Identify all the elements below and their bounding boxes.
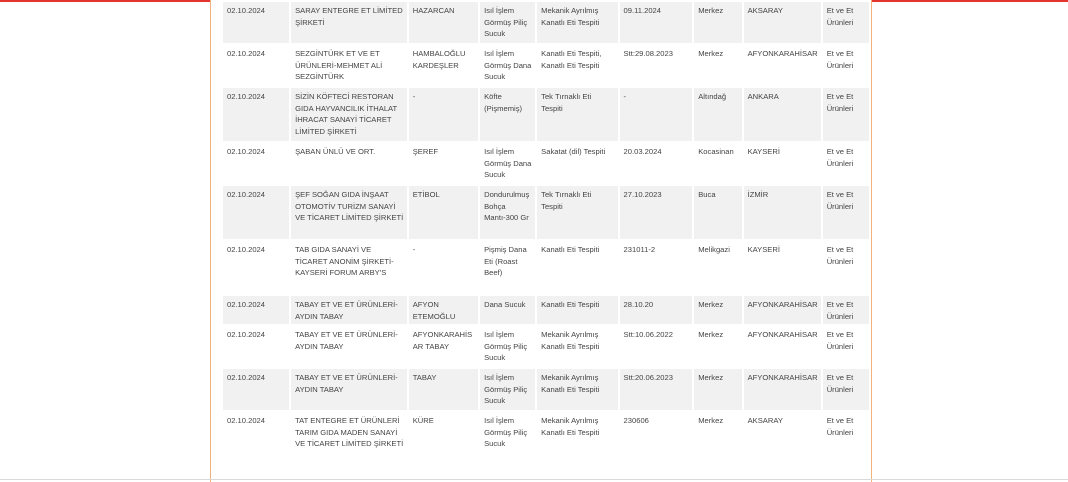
table-row	[223, 2, 869, 43]
cell-issue: Tek Tırnaklı Eti Tespiti	[537, 186, 617, 239]
cell-firm: TABAY ET VE ET ÜRÜNLERİ-AYDIN TABAY	[291, 296, 407, 324]
cell-firm: SEZGİNTÜRK ET VE ET ÜRÜNLERİ-MEHMET ALİ SEZGİNTÜRK	[291, 45, 407, 86]
cell-batch: 230606	[620, 412, 693, 465]
cell-date: 02.10.2024	[223, 2, 289, 43]
cell-category: Et ve Et Ürünleri	[823, 143, 869, 184]
cell-batch: 09.11.2024	[620, 2, 693, 43]
cell-product: Pişmiş Dana Eti (Roast Beef)	[480, 241, 535, 294]
table-row	[223, 326, 869, 367]
cell-firm: SİZİN KÖFTECİ RESTORAN GIDA HAYVANCILIK İTHALAT İHRACAT SANAYİ TİCARET LİMİTED ŞİRKETİ	[291, 88, 407, 141]
cell-date: 02.10.2024	[223, 369, 289, 410]
cell-district: Merkez	[694, 45, 741, 86]
cell-product: Isıl İşlem Görmüş Piliç Sucuk	[480, 412, 535, 465]
cell-category: Et ve Et Ürünleri	[823, 88, 869, 141]
cell-firm: TABAY ET VE ET ÜRÜNLERİ-AYDIN TABAY	[291, 369, 407, 410]
cell-city: KAYSERİ	[744, 143, 821, 184]
cell-city: AKSARAY	[744, 2, 821, 43]
cell-date: 02.10.2024	[223, 241, 289, 294]
cell-batch: 28.10.20	[620, 296, 693, 324]
cell-brand: KÜRE	[409, 412, 478, 465]
cell-district: Melikgazi	[694, 241, 741, 294]
cell-product: Isıl İşlem Görmüş Piliç Sucuk	[480, 369, 535, 410]
cell-brand: AFYONKARAHİSAR TABAY	[409, 326, 478, 367]
cell-district: Merkez	[694, 296, 741, 324]
cell-batch: 27.10.2023	[620, 186, 693, 239]
cell-brand: ETİBOL	[409, 186, 478, 239]
cell-brand: HAZARCAN	[409, 2, 478, 43]
cell-batch: -	[620, 88, 693, 141]
cell-firm: SARAY ENTEGRE ET LİMİTED ŞİRKETİ	[291, 2, 407, 43]
cell-batch: Stt:29.08.2023	[620, 45, 693, 86]
cell-batch: 20.03.2024	[620, 143, 693, 184]
cell-city: AFYONKARAHİSAR	[744, 296, 821, 324]
cell-issue: Mekanik Ayrılmış Kanatlı Eti Tespiti	[537, 369, 617, 410]
cell-category: Et ve Et Ürünleri	[823, 369, 869, 410]
cell-product: Dondurulmuş Bohça Mantı-300 Gr	[480, 186, 535, 239]
content-panel	[210, 0, 872, 482]
cell-product: Isıl İşlem Görmüş Piliç Sucuk	[480, 2, 535, 43]
cell-date: 02.10.2024	[223, 45, 289, 86]
table-row	[223, 241, 869, 294]
cell-brand: TABAY	[409, 369, 478, 410]
cell-brand: HAMBALOĞLU KARDEŞLER	[409, 45, 478, 86]
cell-date: 02.10.2024	[223, 326, 289, 367]
table-row	[223, 186, 869, 239]
cell-date: 02.10.2024	[223, 88, 289, 141]
table-row	[223, 88, 869, 141]
cell-batch: 231011-2	[620, 241, 693, 294]
cell-firm: ŞABAN ÜNLÜ VE ORT.	[291, 143, 407, 184]
cell-date: 02.10.2024	[223, 296, 289, 324]
cell-issue: Kanatlı Eti Tespiti, Kanatlı Eti Tespiti	[537, 45, 617, 86]
table-row	[223, 412, 869, 465]
cell-firm: TABAY ET VE ET ÜRÜNLERİ-AYDIN TABAY	[291, 326, 407, 367]
cell-issue: Mekanik Ayrılmış Kanatlı Eti Tespiti	[537, 326, 617, 367]
cell-date: 02.10.2024	[223, 412, 289, 465]
cell-district: Kocasinan	[694, 143, 741, 184]
cell-district: Merkez	[694, 412, 741, 465]
cell-district: Merkez	[694, 326, 741, 367]
cell-issue: Mekanik Ayrılmış Kanatlı Eti Tespiti	[537, 2, 617, 43]
cell-product: Isıl İşlem Görmüş Dana Sucuk	[480, 143, 535, 184]
cell-category: Et ve Et Ürünleri	[823, 2, 869, 43]
cell-issue: Tek Tırnaklı Eti Tespiti	[537, 88, 617, 141]
cell-city: AKSARAY	[744, 412, 821, 465]
table-row	[223, 296, 869, 324]
cell-city: AFYONKARAHİSAR	[744, 45, 821, 86]
cell-category: Et ve Et Ürünleri	[823, 296, 869, 324]
records-body	[223, 2, 869, 465]
cell-district: Altındağ	[694, 88, 741, 141]
cell-firm: ŞEF SOĞAN GIDA İNŞAAT OTOMOTİV TURİZM SANAYİ VE TİCARET LİMİTED ŞİRKETİ	[291, 186, 407, 239]
cell-product: Isıl İşlem Görmüş Dana Sucuk	[480, 45, 535, 86]
cell-batch: Stt:10.06.2022	[620, 326, 693, 367]
cell-city: AFYONKARAHİSAR	[744, 369, 821, 410]
cell-category: Et ve Et Ürünleri	[823, 186, 869, 239]
cell-district: Merkez	[694, 2, 741, 43]
cell-batch: Stt:20.06.2023	[620, 369, 693, 410]
cell-firm: TAB GIDA SANAYİ VE TİCARET ANONİM ŞİRKETİ-KAYSERİ FORUM ARBY'S	[291, 241, 407, 294]
records-table	[221, 0, 871, 467]
cell-brand: ŞEREF	[409, 143, 478, 184]
cell-issue: Kanatlı Eti Tespiti	[537, 296, 617, 324]
cell-date: 02.10.2024	[223, 186, 289, 239]
cell-category: Et ve Et Ürünleri	[823, 412, 869, 465]
cell-category: Et ve Et Ürünleri	[823, 45, 869, 86]
cell-brand: -	[409, 241, 478, 294]
cell-city: ANKARA	[744, 88, 821, 141]
cell-district: Buca	[694, 186, 741, 239]
cell-firm: TAT ENTEGRE ET ÜRÜNLERİ TARIM GIDA MADEN SANAYİ VE TİCARET LİMİTED ŞİRKETİ	[291, 412, 407, 465]
cell-issue: Sakatat (dil) Tespiti	[537, 143, 617, 184]
cell-product: Köfte (Pişmemiş)	[480, 88, 535, 141]
cell-district: Merkez	[694, 369, 741, 410]
cell-city: İZMİR	[744, 186, 821, 239]
cell-brand: -	[409, 88, 478, 141]
cell-product: Dana Sucuk	[480, 296, 535, 324]
cell-brand: AFYON ETEMOĞLU	[409, 296, 478, 324]
cell-issue: Mekanik Ayrılmış Kanatlı Eti Tespiti	[537, 412, 617, 465]
cell-city: AFYONKARAHİSAR	[744, 326, 821, 367]
cell-category: Et ve Et Ürünleri	[823, 326, 869, 367]
cell-category: Et ve Et Ürünleri	[823, 241, 869, 294]
table-row	[223, 369, 869, 410]
cell-issue: Kanatlı Eti Tespiti	[537, 241, 617, 294]
bottom-divider	[0, 479, 1068, 480]
table-row	[223, 143, 869, 184]
cell-date: 02.10.2024	[223, 143, 289, 184]
table-row	[223, 45, 869, 86]
cell-city: KAYSERİ	[744, 241, 821, 294]
cell-product: Isıl İşlem Görmüş Piliç Sucuk	[480, 326, 535, 367]
